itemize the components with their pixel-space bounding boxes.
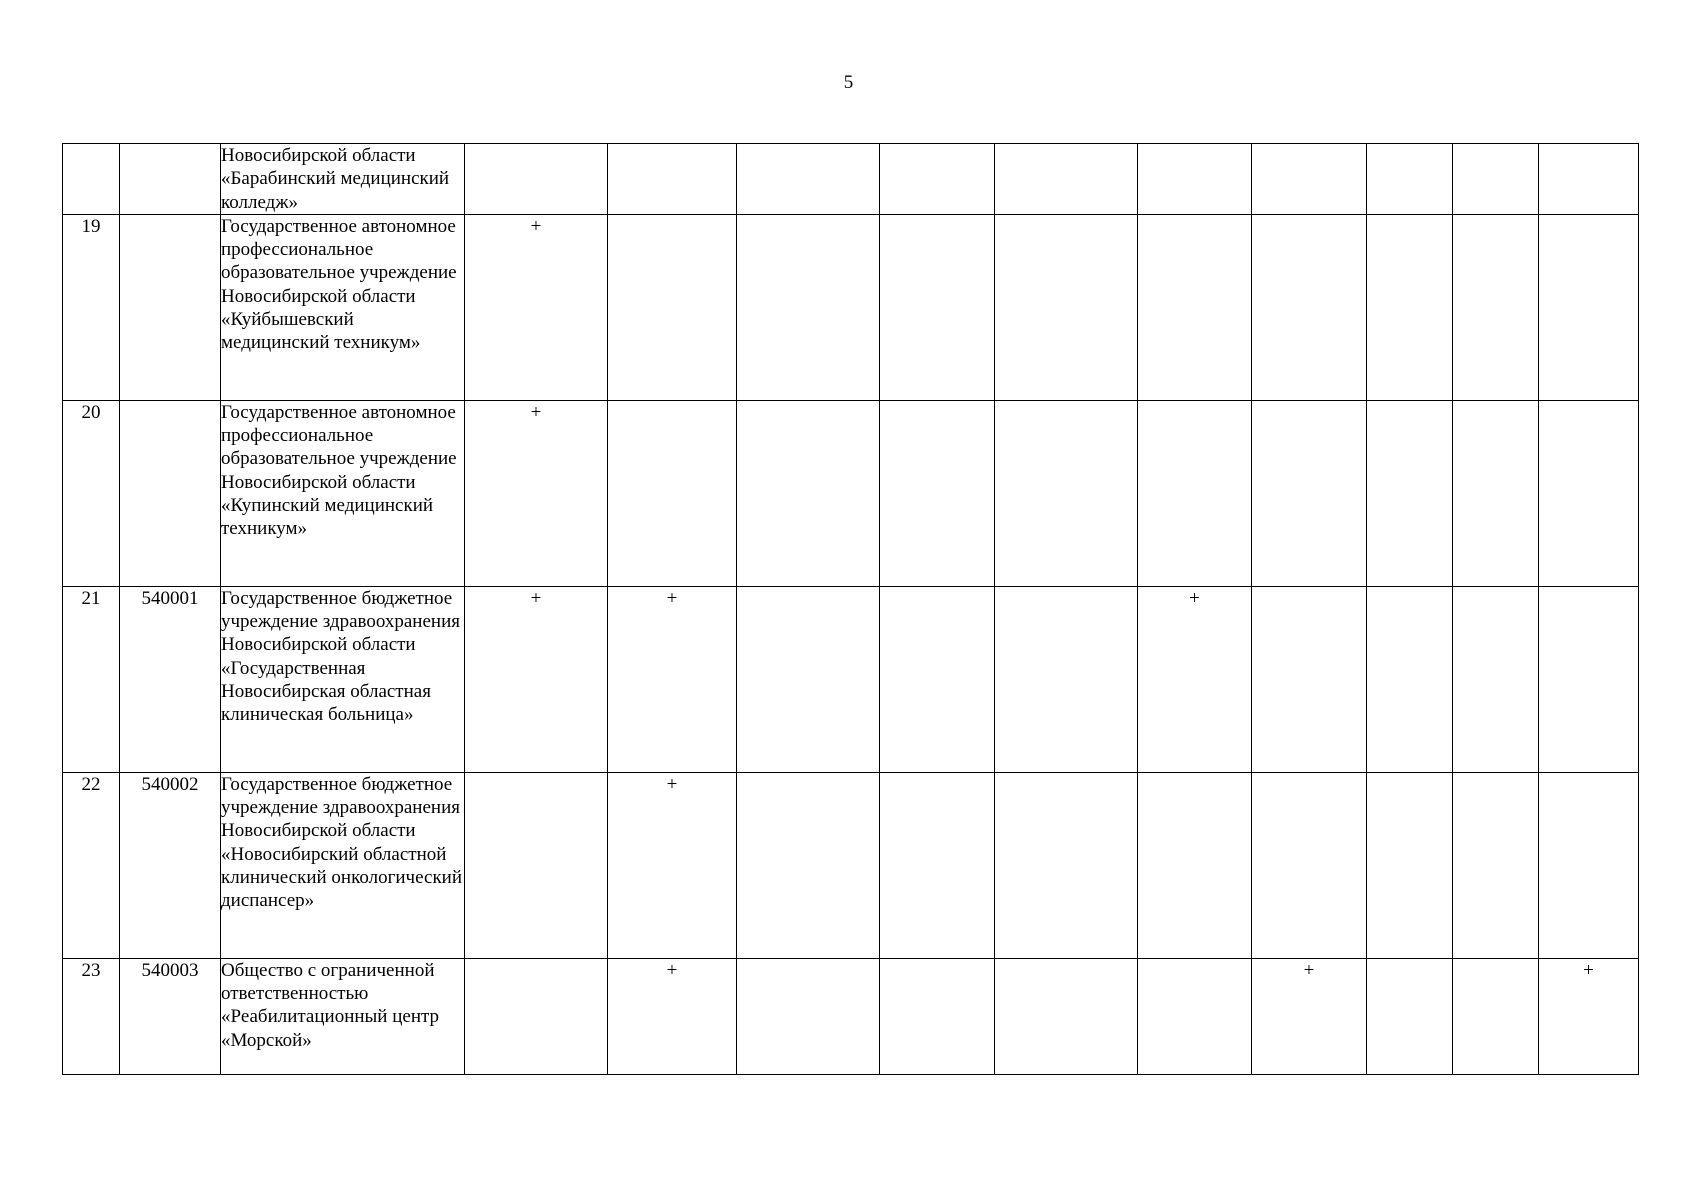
mark-cell (1367, 144, 1453, 215)
mark-cell (1453, 772, 1539, 958)
mark-cell (1138, 144, 1252, 215)
mark-cell (1539, 772, 1639, 958)
organization-name-cell: Общество с ограниченной ответственностью «Реабилитационный центр «Морской» (221, 958, 465, 1074)
mark-cell (1539, 400, 1639, 586)
mark-cell (1138, 214, 1252, 400)
row-code-cell: 540001 (120, 586, 221, 772)
mark-cell (880, 772, 995, 958)
mark-cell: + (465, 586, 608, 772)
organization-name-cell: Государственное бюджетное учреждение здравоохранения Новосибирской области «Государственная Новосибирская областная клиническая больница» (221, 586, 465, 772)
mark-cell (1367, 586, 1453, 772)
table-row (63, 958, 1639, 1074)
mark-cell (1252, 772, 1367, 958)
mark-cell (1367, 400, 1453, 586)
mark-cell (1367, 958, 1453, 1074)
row-number-cell: 23 (63, 958, 120, 1074)
mark-cell (1453, 958, 1539, 1074)
mark-cell (737, 586, 880, 772)
mark-cell (465, 144, 608, 215)
table-row (63, 586, 1639, 772)
row-number-cell: 19 (63, 214, 120, 400)
row-number-cell: 21 (63, 586, 120, 772)
mark-cell: + (465, 214, 608, 400)
mark-cell (1453, 144, 1539, 215)
mark-cell (465, 958, 608, 1074)
mark-cell (880, 400, 995, 586)
organization-name-cell: Государственное автономное профессиональное образовательное учреждение Новосибирской области «Куйбышевский медицинский техникум» (221, 214, 465, 400)
mark-cell (880, 586, 995, 772)
mark-cell (995, 214, 1138, 400)
mark-cell (608, 400, 737, 586)
mark-cell (1252, 144, 1367, 215)
mark-cell: + (1539, 958, 1639, 1074)
mark-cell (880, 958, 995, 1074)
mark-cell (1453, 400, 1539, 586)
mark-cell (608, 214, 737, 400)
mark-cell: + (608, 958, 737, 1074)
table-row (63, 772, 1639, 958)
mark-cell (737, 400, 880, 586)
mark-cell (737, 214, 880, 400)
row-number-cell: 20 (63, 400, 120, 586)
row-code-cell: 540002 (120, 772, 221, 958)
mark-cell (1367, 772, 1453, 958)
mark-cell (995, 958, 1138, 1074)
row-number-cell: 22 (63, 772, 120, 958)
mark-cell (1367, 214, 1453, 400)
mark-cell: + (1252, 958, 1367, 1074)
mark-cell (465, 772, 608, 958)
mark-cell (737, 144, 880, 215)
mark-cell (1138, 772, 1252, 958)
mark-cell (880, 144, 995, 215)
mark-cell (1539, 144, 1639, 215)
mark-cell (1453, 586, 1539, 772)
mark-cell (995, 772, 1138, 958)
mark-cell (1539, 214, 1639, 400)
mark-cell: + (608, 772, 737, 958)
mark-cell: + (465, 400, 608, 586)
row-code-cell (120, 214, 221, 400)
mark-cell (737, 772, 880, 958)
mark-cell (995, 144, 1138, 215)
mark-cell (1252, 214, 1367, 400)
mark-cell (1252, 586, 1367, 772)
mark-cell (1138, 958, 1252, 1074)
mark-cell: + (608, 586, 737, 772)
row-code-cell: 540003 (120, 958, 221, 1074)
mark-cell (1252, 400, 1367, 586)
organization-name-cell: Государственное автономное профессиональное образовательное учреждение Новосибирской области «Купинский медицинский техникум» (221, 400, 465, 586)
mark-cell (995, 400, 1138, 586)
row-number-cell (63, 144, 120, 215)
table-row (63, 144, 1639, 215)
organization-name-cell: Новосибирской области «Барабинский медицинский колледж» (221, 144, 465, 215)
mark-cell: + (1138, 586, 1252, 772)
mark-cell (995, 586, 1138, 772)
row-code-cell (120, 144, 221, 215)
page-number: 5 (843, 72, 854, 93)
table-row (63, 400, 1639, 586)
table-row (63, 214, 1639, 400)
row-code-cell (120, 400, 221, 586)
mark-cell (608, 144, 737, 215)
mark-cell (1539, 586, 1639, 772)
document-table (62, 143, 1639, 1075)
mark-cell (880, 214, 995, 400)
organization-name-cell: Государственное бюджетное учреждение здравоохранения Новосибирской области «Новосибирский областной клинический онкологический диспансер» (221, 772, 465, 958)
mark-cell (1453, 214, 1539, 400)
mark-cell (737, 958, 880, 1074)
mark-cell (1138, 400, 1252, 586)
